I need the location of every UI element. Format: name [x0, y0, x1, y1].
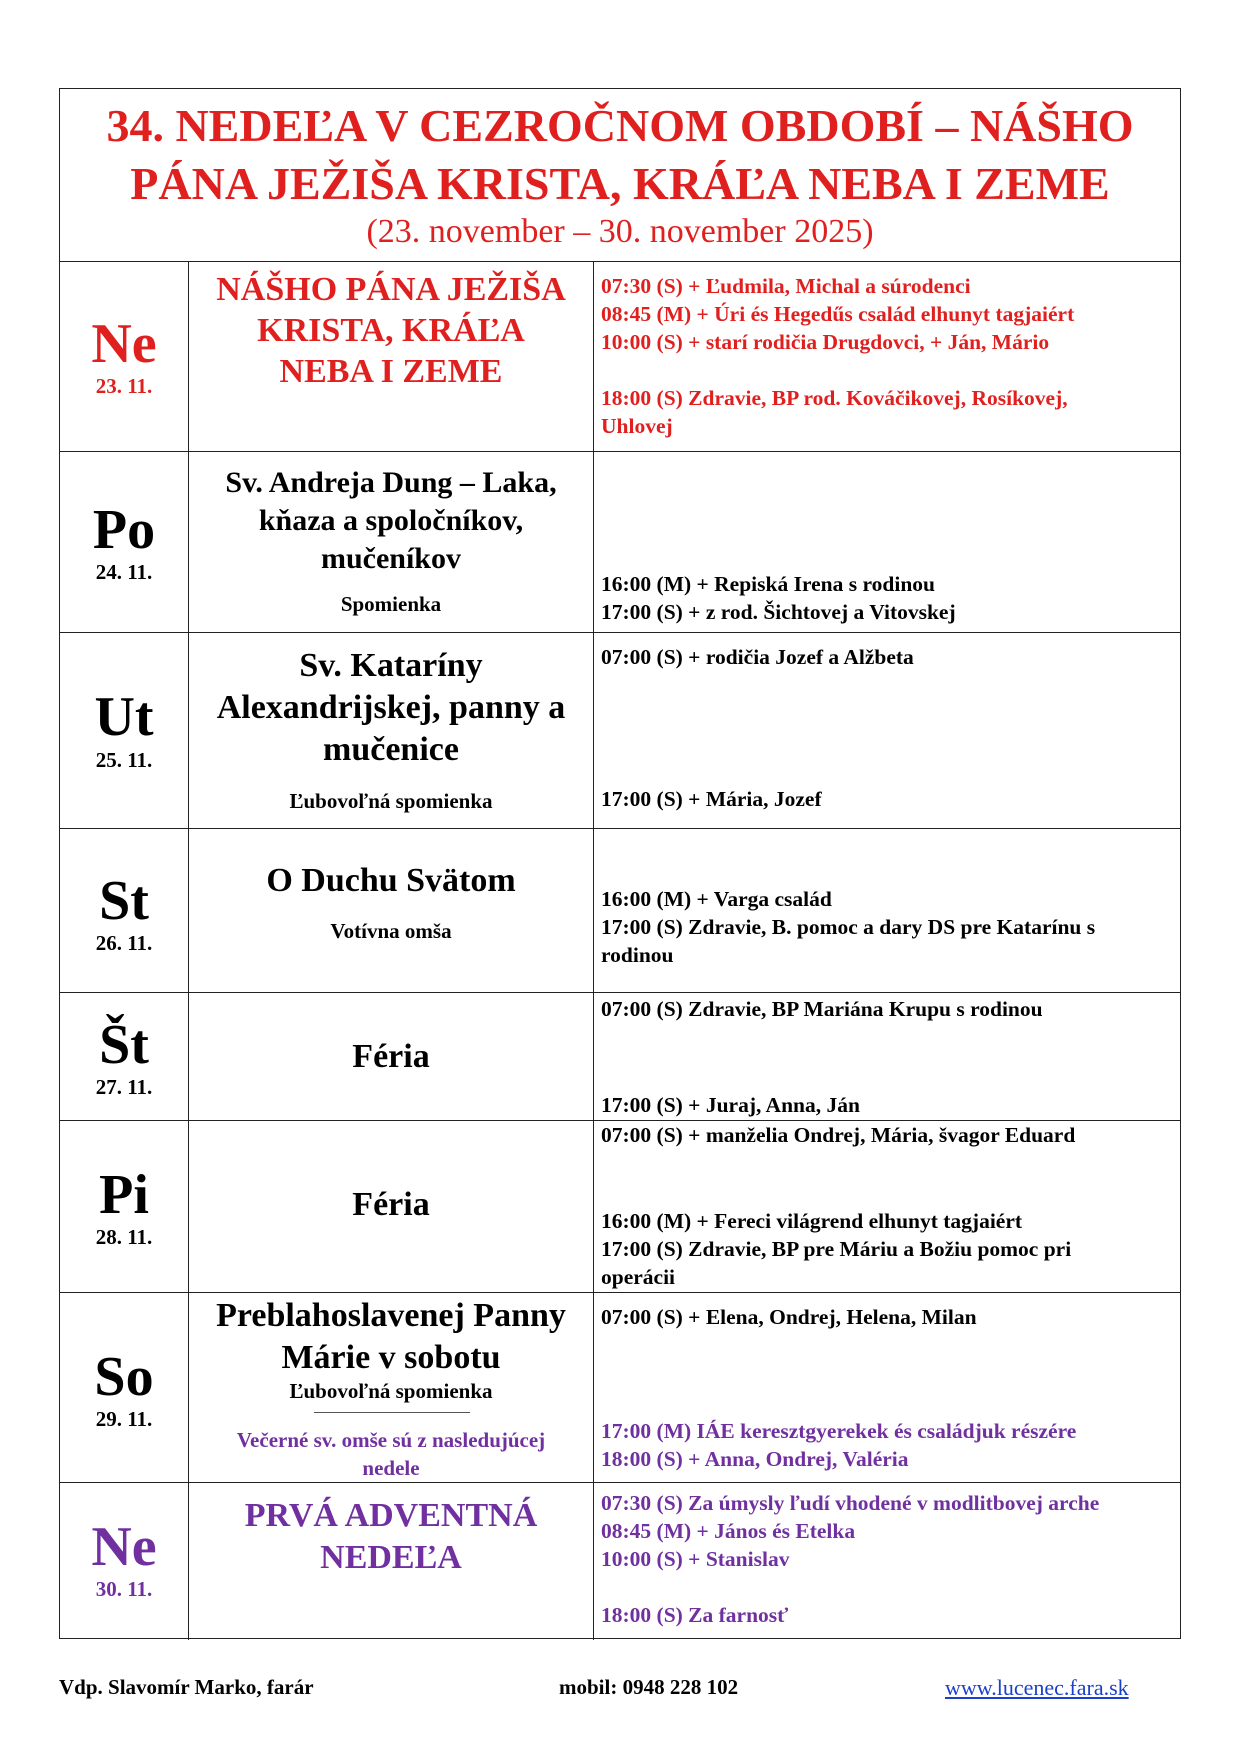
title-line-2: PÁNA JEŽIŠA KRISTA, KRÁĽA NEBA I ZEME [130, 158, 1110, 209]
day-cell [60, 452, 189, 632]
feast-title: NÁŠHO PÁNA JEŽIŠA KRISTA, KRÁĽA NEBA I ZEME [216, 271, 566, 390]
day-name: Št [99, 1014, 149, 1076]
mass-item: 08:45 (M) + Úri és Hegedűs család elhunyt tagjaiért [601, 302, 1075, 326]
feast-cell [189, 452, 594, 632]
mass-item: 16:00 (M) + Varga család [601, 887, 832, 911]
mass-list [601, 1207, 1174, 1291]
feast-rank: Spomienka [340, 592, 442, 616]
evening-mass-note: Večerné sv. omše sú z nasledujúcej nedele [236, 1428, 546, 1480]
mass-cell [594, 452, 1180, 632]
day-date: 27. 11. [95, 1075, 153, 1099]
mass-cell [594, 1121, 1180, 1292]
mass-item: 17:00 (S) Zdravie, BP pre Máriu a Božiu pomoc pri [601, 1237, 1072, 1261]
mass-cell [594, 1483, 1180, 1640]
day-row-thursday-27 [60, 993, 1180, 1121]
mass-item: 17:00 (M) IÁE keresztgyerekek és családjuk részére [601, 1419, 1077, 1443]
feast-cell [189, 1121, 594, 1292]
day-date: 26. 11. [95, 931, 153, 955]
mass-item: operácii [601, 1265, 676, 1289]
feast-title: Preblahoslavenej Panny Márie v sobotu [216, 1297, 566, 1376]
mass-list [601, 272, 1174, 440]
mass-list [601, 570, 1174, 626]
day-row-monday-24 [60, 452, 1180, 633]
feast-rank: Ľubovoľná spomienka [289, 789, 493, 813]
feast-cell [189, 262, 594, 451]
day-row-sunday-23 [60, 262, 1180, 452]
feast-title: PRVÁ ADVENTNÁ NEDEĽA [244, 1497, 538, 1576]
mass-item: 07:00 (S) + manželia Ondrej, Mária, švagor Eduard [601, 1123, 1076, 1147]
feast-cell [189, 633, 594, 828]
feast-cell [189, 1483, 594, 1640]
mass-item: 17:00 (S) + z rod. Šichtovej a Vitovskej [601, 600, 956, 624]
phone-number: mobil: 0948 228 102 [559, 1675, 739, 1699]
day-row-friday-28 [60, 1121, 1180, 1293]
mass-item: 10:00 (S) + Stanislav [601, 1547, 790, 1571]
mass-item: 18:00 (S) Zdravie, BP rod. Kováčikovej, Rosíkovej, [601, 386, 1068, 410]
mass-item: rodinou [601, 943, 674, 967]
title-block [60, 89, 1180, 262]
feast-title: Féria [352, 1038, 430, 1075]
schedule-sheet [59, 88, 1181, 1639]
mass-item: 17:00 (S) + Mária, Jozef [601, 787, 822, 811]
mass-item: 17:00 (S) Zdravie, B. pomoc a dary DS pre Katarínu s [601, 915, 1096, 939]
divider [314, 1412, 470, 1413]
mass-item: 07:00 (S) + Elena, Ondrej, Helena, Milan [601, 1305, 977, 1329]
date-range: (23. november – 30. november 2025) [366, 213, 874, 250]
title-line-1: 34. NEDEĽA V CEZROČNOM OBDOBÍ – NÁŠHO [106, 100, 1134, 151]
mass-item: 16:00 (M) + Fereci világrend elhunyt tagjaiért [601, 1209, 1023, 1233]
website-link[interactable]: www.lucenec.fara.sk [945, 1675, 1129, 1700]
mass-cell [594, 262, 1180, 451]
day-cell [60, 1293, 189, 1482]
mass-item: 08:45 (M) + János és Etelka [601, 1519, 856, 1543]
mass-item: 07:30 (S) + Ľudmila, Michal a súrodenci [601, 274, 971, 298]
mass-item: 07:00 (S) Zdravie, BP Mariána Krupu s rodinou [601, 997, 1043, 1021]
day-cell [60, 1121, 189, 1292]
day-cell [60, 262, 189, 451]
day-date: 28. 11. [95, 1225, 153, 1249]
day-name: St [99, 870, 149, 932]
day-name: Ne [91, 313, 157, 375]
day-name: Ne [91, 1516, 157, 1578]
mass-item: 16:00 (M) + Repiská Irena s rodinou [601, 572, 935, 596]
day-date: 23. 11. [95, 374, 153, 398]
mass-item: 17:00 (S) + Juraj, Anna, Ján [601, 1093, 860, 1117]
day-row-wednesday-26 [60, 829, 1180, 993]
feast-cell [189, 1293, 594, 1482]
day-date: 25. 11. [95, 748, 153, 772]
mass-item: 18:00 (S) Za farnosť [601, 1603, 789, 1627]
mass-list [601, 885, 1174, 969]
day-name: Pi [99, 1164, 149, 1226]
mass-item: Uhlovej [601, 414, 673, 438]
mass-list [601, 1489, 1174, 1629]
feast-cell [189, 993, 594, 1120]
mass-item: 10:00 (S) + starí rodičia Drugdovci, + Ján, Mário [601, 330, 1050, 354]
day-date: 29. 11. [95, 1407, 153, 1431]
day-cell [60, 633, 189, 828]
mass-cell [594, 829, 1180, 992]
day-date: 24. 11. [95, 560, 153, 584]
feast-rank: Ľubovoľná spomienka [289, 1379, 493, 1403]
day-row-sunday-30 [60, 1483, 1180, 1640]
priest-name: Vdp. Slavomír Marko, farár [59, 1675, 314, 1699]
mass-cell [594, 993, 1180, 1120]
feast-cell [189, 829, 594, 992]
day-cell [60, 1483, 189, 1640]
feast-title: Sv. Kataríny Alexandrijskej, panny a mučenice [216, 647, 566, 768]
day-date: 30. 11. [95, 1577, 153, 1601]
feast-title: Sv. Andreja Dung – Laka, kňaza a spoločníkov, mučeníkov [225, 466, 557, 575]
day-row-saturday-29 [60, 1293, 1180, 1483]
mass-cell [594, 633, 1180, 828]
feast-rank: Votívna omša [330, 919, 452, 943]
mass-item: 07:30 (S) Za úmysly ľudí vhodené v modlitbovej arche [601, 1491, 1100, 1515]
day-name: So [94, 1346, 154, 1408]
mass-cell [594, 1293, 1180, 1482]
mass-item: 07:00 (S) + rodičia Jozef a Alžbeta [601, 645, 914, 669]
day-name: Ut [94, 686, 154, 748]
day-name: Po [92, 499, 156, 561]
day-row-tuesday-25 [60, 633, 1180, 829]
feast-title: O Duchu Svätom [266, 862, 516, 899]
feast-title: Féria [352, 1186, 430, 1223]
day-cell [60, 993, 189, 1120]
mass-item: 18:00 (S) + Anna, Ondrej, Valéria [601, 1447, 909, 1471]
day-cell [60, 829, 189, 992]
mass-list [601, 1417, 1174, 1473]
